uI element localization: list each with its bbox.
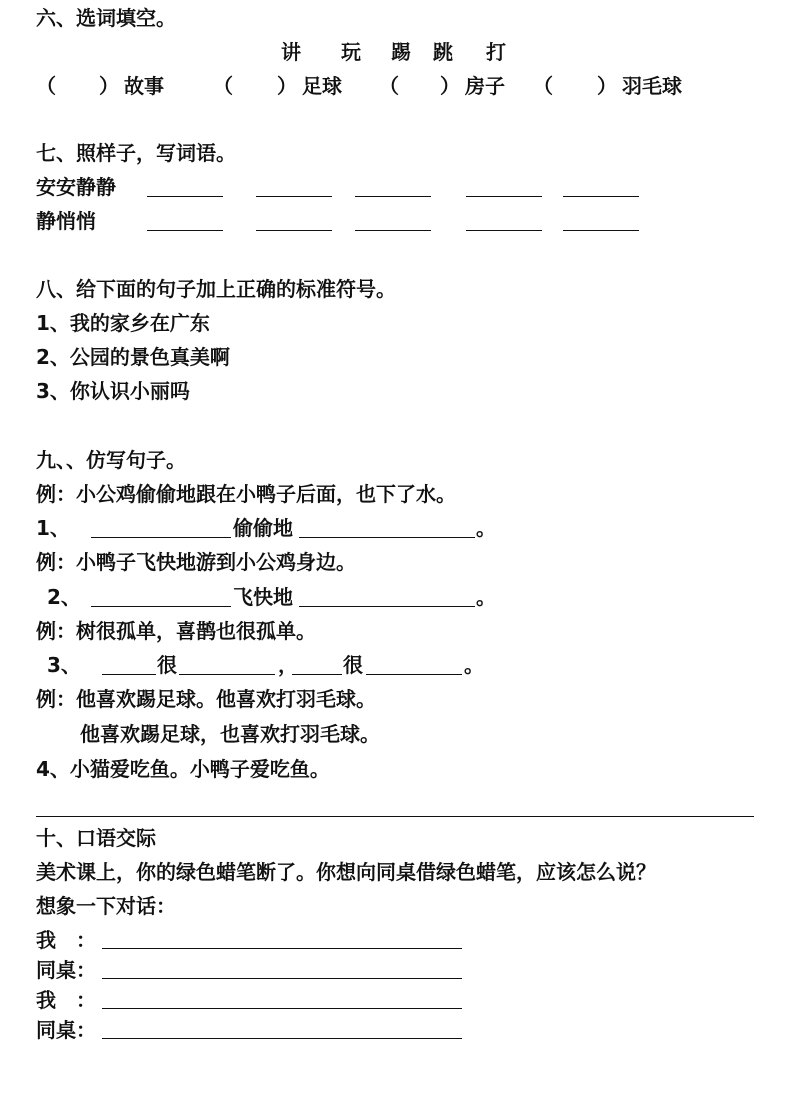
example-sentence-3: 例：树很孤单，喜鹊也很孤单。 — [36, 619, 316, 643]
answer-blank[interactable] — [102, 674, 156, 675]
answer-blank[interactable] — [292, 674, 342, 675]
punctuation-item-2: 2、公园的景色真美啊 — [36, 345, 230, 369]
word-choice-2: 玩 — [341, 40, 361, 64]
dialog-answer-line[interactable] — [102, 978, 462, 979]
fill-paren-close-4: ） — [597, 74, 617, 98]
answer-blank[interactable] — [256, 196, 332, 197]
section-7-title: 七、照样子，写词语。 — [36, 141, 236, 165]
example-word-abb: 静悄悄 — [36, 209, 96, 233]
fill-word-3: 房子 — [465, 74, 505, 98]
question-3-word-1: 很 — [157, 653, 177, 677]
speaker-label-deskmate: 同桌： — [36, 1018, 96, 1042]
answer-blank[interactable] — [147, 230, 223, 231]
question-4: 4、小猫爱吃鱼。小鸭子爱吃鱼。 — [36, 757, 330, 781]
section-8-title: 八、给下面的句子加上正确的标准符号。 — [36, 277, 396, 301]
answer-blank[interactable] — [366, 674, 462, 675]
fill-word-4: 羽毛球 — [622, 74, 682, 98]
answer-blank[interactable] — [91, 606, 231, 607]
fill-paren-close-1: ） — [99, 74, 119, 98]
speaker-label-me: 我 ： — [36, 988, 96, 1012]
section-divider — [36, 816, 754, 817]
answer-blank[interactable] — [563, 196, 639, 197]
section-6-title: 六、选词填空。 — [36, 6, 176, 30]
question-2-period: 。 — [476, 585, 496, 609]
fill-paren-close-3: ） — [440, 74, 460, 98]
question-2-word: 飞快地 — [233, 585, 293, 609]
word-choice-4: 跳 — [433, 40, 453, 64]
answer-blank[interactable] — [91, 537, 231, 538]
example-sentence-2: 例：小鸭子飞快地游到小公鸡身边。 — [36, 550, 356, 574]
fill-word-1: 故事 — [124, 74, 164, 98]
question-1-period: 。 — [476, 516, 496, 540]
dialog-subprompt: 想象一下对话： — [36, 894, 176, 918]
example-sentence-4a: 例：他喜欢踢足球。他喜欢打羽毛球。 — [36, 687, 376, 711]
word-choice-5: 打 — [486, 40, 506, 64]
dialog-answer-line[interactable] — [102, 948, 462, 949]
answer-blank[interactable] — [179, 674, 275, 675]
word-choice-1: 讲 — [281, 40, 301, 64]
answer-blank[interactable] — [466, 230, 542, 231]
section-9-title: 九、、仿写句子。 — [36, 448, 186, 472]
answer-blank[interactable] — [355, 230, 431, 231]
question-3-comma: ， — [278, 653, 298, 677]
punctuation-item-1: 1、我的家乡在广东 — [36, 311, 210, 335]
section-10-title: 十、口语交际 — [36, 826, 156, 850]
question-1-number: 1、 — [36, 516, 70, 540]
fill-word-2: 足球 — [302, 74, 342, 98]
fill-paren-open-1: （ — [36, 74, 56, 98]
word-choice-3: 踢 — [391, 40, 411, 64]
dialog-prompt: 美术课上，你的绿色蜡笔断了。你想向同桌借绿色蜡笔，应该怎么说？ — [36, 860, 656, 884]
punctuation-item-3: 3、你认识小丽吗 — [36, 379, 190, 403]
example-sentence-1: 例：小公鸡偷偷地跟在小鸭子后面，也下了水。 — [36, 482, 456, 506]
fill-paren-close-2: ） — [277, 74, 297, 98]
answer-blank[interactable] — [563, 230, 639, 231]
fill-paren-open-3: （ — [379, 74, 399, 98]
dialog-answer-line[interactable] — [102, 1038, 462, 1039]
question-3-number: 3、 — [47, 653, 81, 677]
fill-paren-open-4: （ — [533, 74, 553, 98]
answer-blank[interactable] — [147, 196, 223, 197]
dialog-answer-line[interactable] — [102, 1008, 462, 1009]
example-sentence-4b: 他喜欢踢足球，也喜欢打羽毛球。 — [80, 722, 380, 746]
fill-paren-open-2: （ — [213, 74, 233, 98]
question-2-number: 2、 — [47, 585, 81, 609]
question-1-word: 偷偷地 — [233, 516, 293, 540]
answer-blank[interactable] — [299, 606, 475, 607]
speaker-label-me: 我 ： — [36, 928, 96, 952]
answer-blank[interactable] — [466, 196, 542, 197]
answer-blank[interactable] — [299, 537, 475, 538]
speaker-label-deskmate: 同桌： — [36, 958, 96, 982]
answer-blank[interactable] — [256, 230, 332, 231]
example-word-aabb: 安安静静 — [36, 175, 116, 199]
answer-blank[interactable] — [355, 196, 431, 197]
question-3-period: 。 — [464, 653, 484, 677]
question-3-word-2: 很 — [343, 653, 363, 677]
